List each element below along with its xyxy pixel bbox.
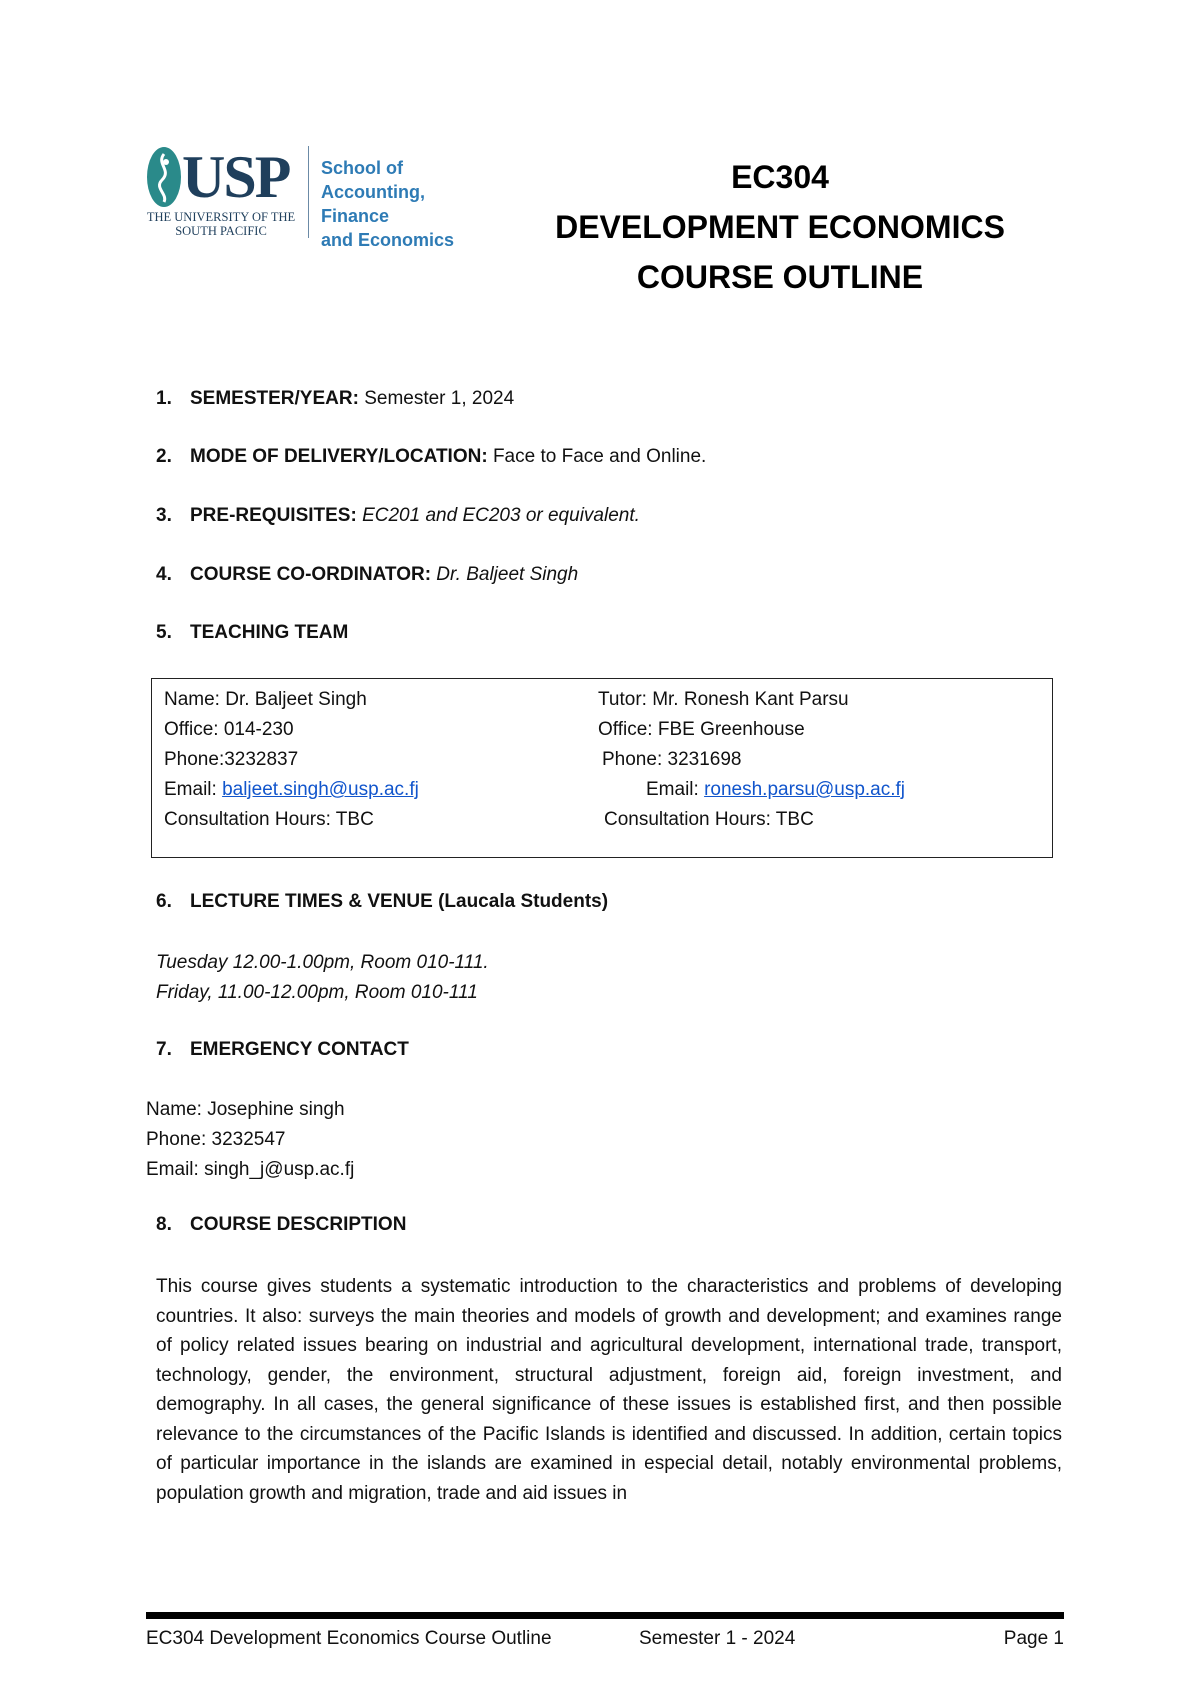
logo-school-line1: School of (321, 158, 403, 178)
logo-wordmark: USP (182, 144, 290, 210)
lecture-time-tuesday: Tuesday 12.00-1.00pm, Room 010-111. (156, 952, 489, 973)
section-number: 3. (156, 505, 172, 526)
section-number: 5. (156, 622, 172, 643)
lecture-time-friday: Friday, 11.00-12.00pm, Room 010-111 (156, 982, 478, 1003)
course-description-text: This course gives students a systematic introduction to the characteristics and problems of developing countries. It also: surveys the main theories and models of growth and development; and examines range of policy related issues bearing on industrial and agricultural development, international trade, transport, technology, gender, the environment, structural adjustment, foreign aid, foreign investment, and demography. In all cases, the general significance of these issues is established first, and then possible relevance to the circumstances of the Pacific Islands is identified and discussed. In addition, certain topics of particular importance in the islands are examined in especial detail, notably environmental problems, population growth and migration, trade and aid issues in (156, 1276, 1062, 1504)
section-course-description (156, 1213, 406, 1237)
section-emergency-contact (156, 1038, 409, 1062)
emergency-phone: Phone: 3232547 (146, 1129, 286, 1150)
coordinator-office: Office: 014-230 (164, 719, 294, 740)
tutor-consultation-hours: Consultation Hours: TBC (604, 809, 814, 830)
section-semester-year (156, 387, 514, 411)
logo-university-line2: SOUTH PACIFIC (175, 224, 267, 238)
section-number: 4. (156, 564, 172, 585)
section-label: PRE-REQUISITES: (190, 505, 357, 526)
tutor-email-line (598, 775, 905, 805)
footer-document-name: EC304 Development Economics Course Outline (146, 1628, 552, 1649)
footer-page-number: Page 1 (1003, 1628, 1064, 1649)
logo-university-name (146, 210, 296, 238)
title-document-type: COURSE OUTLINE (636, 259, 924, 295)
section-label: SEMESTER/YEAR: (190, 388, 359, 409)
logo-university-line1: THE UNIVERSITY OF THE (146, 210, 296, 224)
emergency-name: Name: Josephine singh (146, 1099, 345, 1120)
coordinator-phone: Phone:3232837 (164, 749, 299, 770)
email-label: Email: (164, 779, 223, 800)
section-label: COURSE DESCRIPTION (190, 1214, 407, 1235)
logo-school-name (321, 156, 496, 252)
tutor-phone: Phone: 3231698 (602, 749, 742, 770)
logo-divider (308, 146, 309, 238)
section-value: Dr. Baljeet Singh (431, 564, 579, 585)
coordinator-name: Name: Dr. Baljeet Singh (164, 689, 367, 710)
email-label: Email: (646, 779, 705, 800)
tutor-contact (598, 685, 905, 835)
section-value: Face to Face and Online. (487, 446, 707, 467)
section-number: 6. (156, 891, 172, 912)
emergency-contact-details (146, 1095, 354, 1185)
section-course-coordinator (156, 563, 578, 587)
logo-school-line2: Accounting, Finance (321, 182, 425, 226)
section-value: EC201 and EC203 or equivalent. (356, 505, 640, 526)
usp-logo (146, 144, 496, 250)
title-course-name: DEVELOPMENT ECONOMICS (555, 209, 1005, 245)
section-number: 7. (156, 1039, 172, 1060)
lecture-schedule (156, 948, 489, 1008)
title-course-code: EC304 (731, 159, 829, 195)
footer-semester: Semester 1 - 2024 (639, 1628, 796, 1649)
tutor-email-link[interactable]: ronesh.parsu@usp.ac.fj (704, 779, 906, 800)
teaching-team-table (151, 678, 1053, 858)
section-label: MODE OF DELIVERY/LOCATION: (190, 446, 488, 467)
usp-emblem-icon (146, 146, 182, 208)
section-label: COURSE CO-ORDINATOR: (190, 564, 432, 585)
coordinator-email-line (164, 775, 419, 805)
section-mode-of-delivery (156, 445, 706, 469)
section-teaching-team (156, 621, 348, 645)
tutor-office: Office: FBE Greenhouse (598, 719, 805, 740)
section-number: 2. (156, 446, 172, 467)
footer-rule (146, 1612, 1064, 1619)
section-label: TEACHING TEAM (190, 622, 349, 643)
section-value: Semester 1, 2024 (358, 388, 515, 409)
section-number: 1. (156, 388, 172, 409)
emergency-email: Email: singh_j@usp.ac.fj (146, 1159, 355, 1180)
document-title (520, 152, 1040, 302)
section-label: LECTURE TIMES & VENUE (Laucala Students) (190, 891, 609, 912)
section-lecture-times (156, 890, 608, 914)
section-prerequisites (156, 504, 640, 528)
section-number: 8. (156, 1214, 172, 1235)
logo-school-line3: and Economics (321, 230, 455, 250)
coordinator-contact (164, 685, 419, 835)
coordinator-consultation-hours: Consultation Hours: TBC (164, 809, 374, 830)
section-label: EMERGENCY CONTACT (190, 1039, 409, 1060)
tutor-name: Tutor: Mr. Ronesh Kant Parsu (598, 689, 849, 710)
coordinator-email-link[interactable]: baljeet.singh@usp.ac.fj (222, 779, 419, 800)
